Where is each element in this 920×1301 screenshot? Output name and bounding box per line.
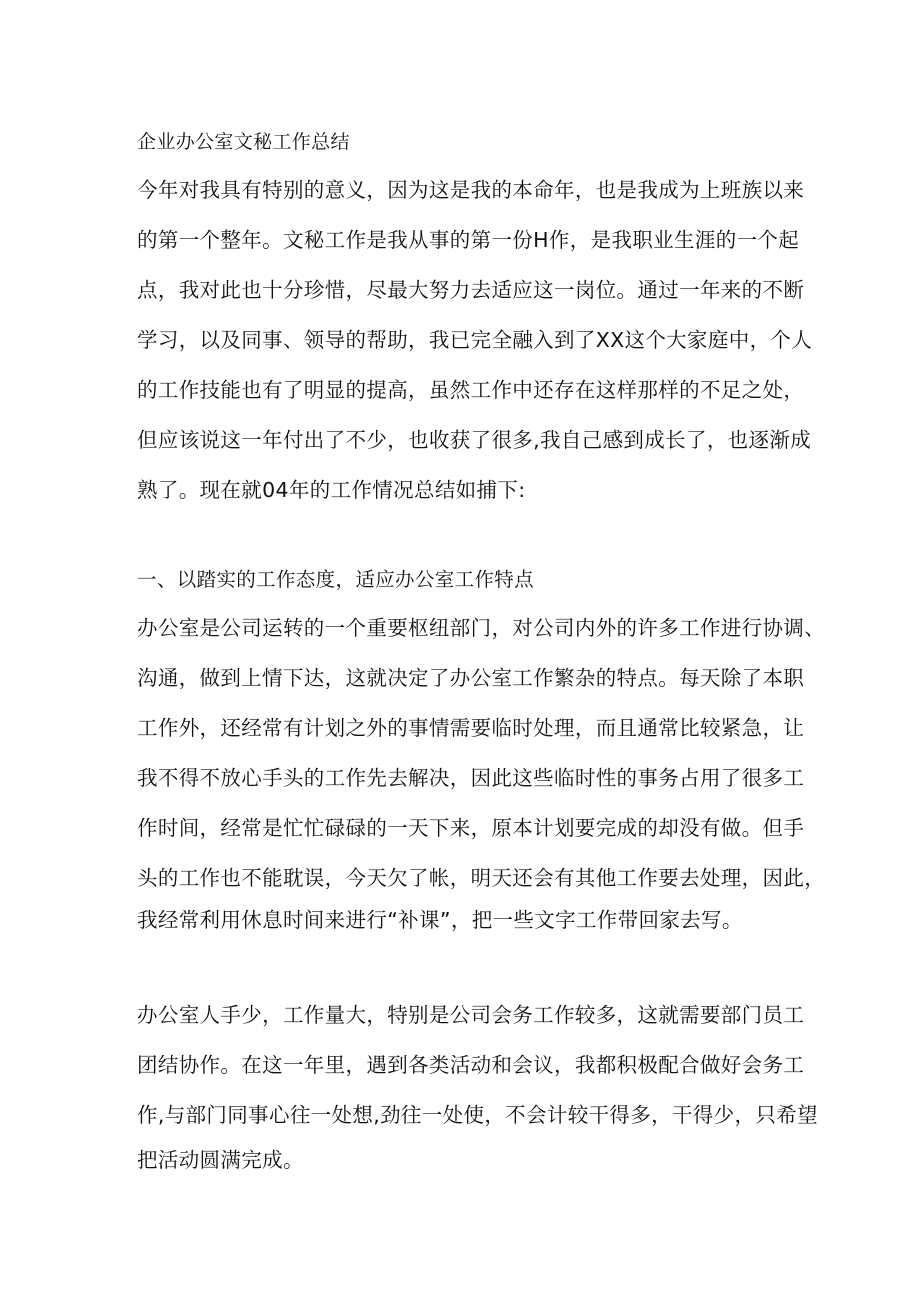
section1-p1-line-7: 我经常利用休息时间来进行“补课”，把一些文字工作带回家去写。 — [137, 908, 743, 932]
section1-p2-line-2: 团结协作。在这一年里，遇到各类活动和会议，我都积极配合做好会务工 — [137, 1053, 805, 1077]
intro-line-5: 的工作技能也有了明显的提高，虽然工作中还存在这样那样的不足之处， — [137, 378, 805, 402]
section1-p1-line-1: 办公室是公司运转的一个重要枢纽部门，对公司内外的许多工作进行协调、 — [137, 616, 826, 640]
intro-line-1: 今年对我具有特别的意义，因为这是我的本命年，也是我成为上班族以来 — [137, 178, 805, 202]
intro-line-2: 的第一个整年。文秘工作是我从事的第一份H作，是我职业生涯的一个起 — [137, 228, 800, 252]
section1-p1-line-3: 工作外，还经常有计划之外的事情需要临时处理，而且通常比较紧急，让 — [137, 716, 805, 740]
section1-p2-line-4: 把活动圆满完成。 — [137, 1148, 304, 1172]
document-title: 企业办公室文秘工作总结 — [137, 131, 350, 153]
section1-heading: 一、以踏实的工作态度，适应办公室工作特点 — [137, 568, 535, 591]
section1-p1-line-6: 头的工作也不能耽误，今天欠了帐，明天还会有其他工作要去处理，因此， — [137, 866, 826, 890]
intro-line-6: 但应该说这一年付出了不少，也收获了很多,我自己感到成长了，也逐渐成 — [137, 428, 812, 452]
section1-p2-line-3: 作,与部门同事心往一处想,劲往一处使，不会计较干得多，干得少，只希望 — [137, 1103, 818, 1127]
intro-line-7: 熟了。现在就04年的工作情况总结如捕下: — [137, 478, 526, 502]
section1-p1-line-4: 我不得不放心手头的工作先去解决，因此这些临时性的事务占用了很多工 — [137, 766, 805, 790]
intro-line-4: 学习，以及同事、领导的帮助，我已完全融入到了XX这个大家庭中，个人 — [137, 328, 813, 352]
section1-p2-line-1: 办公室人手少，工作量大，特别是公司会务工作较多，这就需要部门员工 — [137, 1003, 805, 1027]
section1-p1-line-5: 作时间，经常是忙忙碌碌的一天下来，原本计划要完成的却没有做。但手 — [137, 816, 805, 840]
section1-p1-line-2: 沟通，做到上情下达，这就决定了办公室工作繁杂的特点。每天除了本职 — [137, 666, 805, 690]
intro-line-3: 点，我对此也十分珍惜，尽最大努力去适应这一岗位。通过一年来的不断 — [137, 278, 805, 302]
